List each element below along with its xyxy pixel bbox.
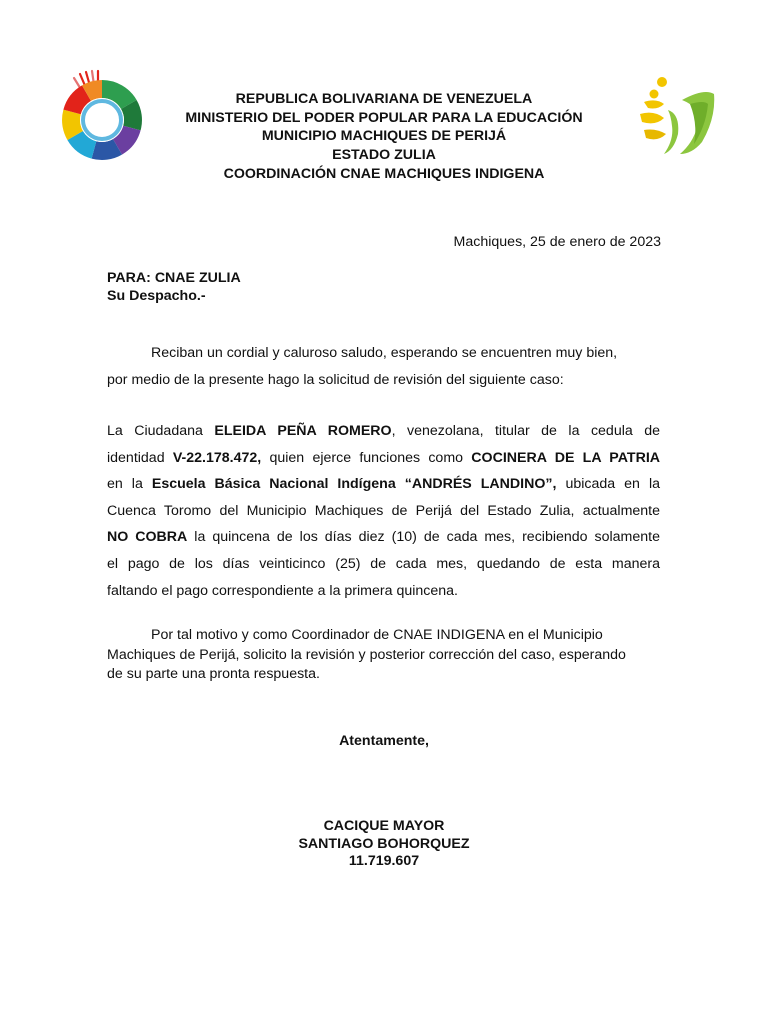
header-line-municipality: MUNICIPIO MACHIQUES DE PERIJÁ xyxy=(261,128,507,145)
greeting-line-2: por medio de la presente hago la solicitud de revisión del siguiente caso: xyxy=(107,371,564,388)
recipient-para: PARA: CNAE ZULIA xyxy=(107,270,241,286)
case-text: faltando el pago correspondiente a la primera quincena. xyxy=(107,582,458,599)
employee-name: ELEIDA PEÑA ROMERO xyxy=(214,423,392,439)
recipient-block xyxy=(107,270,241,305)
signer-title: CACIQUE MAYOR xyxy=(323,818,445,834)
header-line-ministry: MINISTERIO DEL PODER POPULAR PARA LA EDUCACIÓN xyxy=(185,109,583,126)
header-line-coordination: COORDINACIÓN CNAE MACHIQUES INDIGENA xyxy=(223,165,545,182)
school-name: Escuela Básica Nacional Indígena “ANDRÉS LANDINO”, xyxy=(151,476,557,493)
letterhead xyxy=(150,90,618,184)
case-text: la quincena de los días diez (10) de cada mes, recibiendo solamente xyxy=(187,529,660,546)
case-text: identidad xyxy=(107,449,173,466)
case-text: , venezolana, titular de la cedula de xyxy=(391,423,661,439)
case-text: La Ciudadana xyxy=(107,423,215,439)
case-text: ubicada en la xyxy=(556,476,660,493)
signature-block xyxy=(0,818,768,871)
request-line-3: de su parte una pronta respuesta. xyxy=(107,666,320,683)
request-line-1: Por tal motivo y como Coordinador de CNAE INDIGENA en el Municipio xyxy=(151,627,603,643)
header-line-state: ESTADO ZULIA xyxy=(332,147,436,164)
case-paragraph xyxy=(107,418,660,604)
letter-date: Machiques, 25 de enero de 2023 xyxy=(453,234,661,250)
recipient-despacho: Su Despacho.- xyxy=(107,287,206,304)
greeting-paragraph xyxy=(107,340,660,393)
case-text: quien ejerce funciones como xyxy=(261,449,472,466)
cnae-logo-icon xyxy=(634,74,718,156)
case-text: el pago de los días veinticinco (25) de cada mes, quedando de esta manera xyxy=(107,555,660,572)
greeting-line-1: Reciban un cordial y caluroso saludo, esperando se encuentren muy bien, xyxy=(151,345,618,361)
employee-role: COCINERA DE LA PATRIA xyxy=(471,449,661,466)
header-line-republic: REPUBLICA BOLIVARIANA DE VENEZUELA xyxy=(235,91,533,107)
no-cobra-label: NO COBRA xyxy=(107,529,188,546)
request-line-2: Machiques de Perijá, solicito la revisión y posterior corrección del caso, esperando xyxy=(107,646,626,663)
ministry-logo-icon xyxy=(56,68,148,164)
case-text: en la xyxy=(107,476,152,493)
request-paragraph xyxy=(107,626,660,685)
closing-salutation: Atentamente, xyxy=(339,733,429,749)
employee-id: V-22.178.472, xyxy=(172,449,262,466)
signer-name: SANTIAGO BOHORQUEZ xyxy=(298,835,470,852)
case-text: Cuenca Toromo del Municipio Machiques de Perijá del Estado Zulia, actualmente xyxy=(107,502,660,519)
signer-id: 11.719.607 xyxy=(348,853,420,870)
